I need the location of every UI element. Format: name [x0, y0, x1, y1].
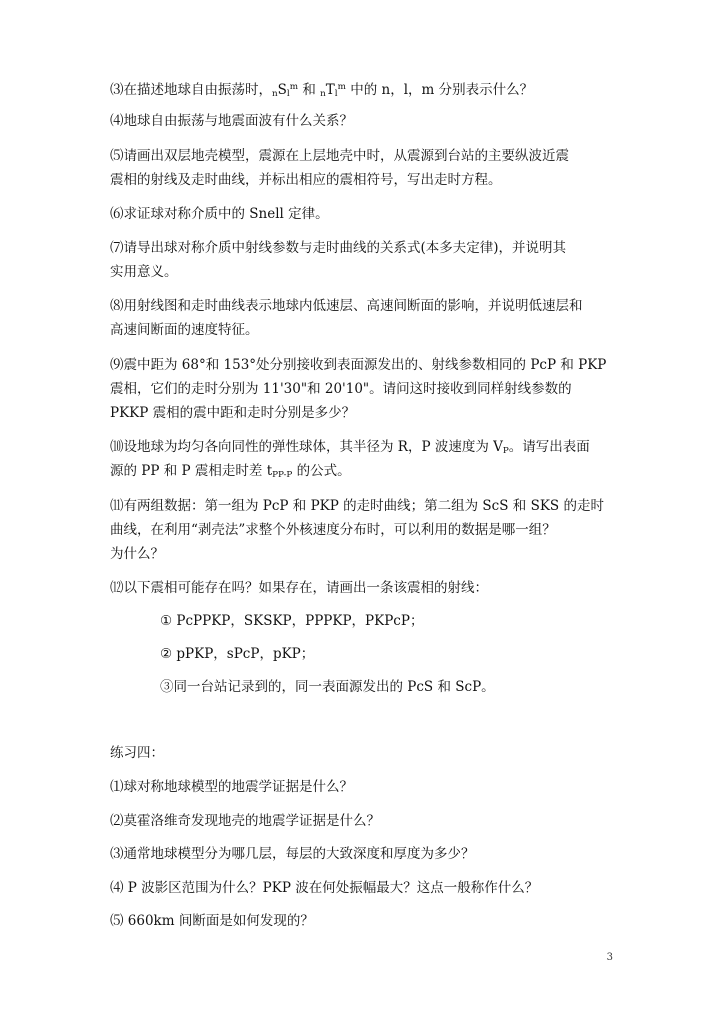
question-7-line-2: 实用意义。 — [110, 264, 178, 280]
question-5-line-1: ⑸请画出双层地壳模型，震源在上层地壳中时，从震源到台站的主要纵波近震 — [110, 148, 569, 164]
page-number: 3 — [606, 952, 613, 963]
symbol-s: S — [277, 81, 287, 98]
question-11-line-2: 曲线，在利用“剥壳法”求整个外核速度分布时，可以利用的数据是哪一组？ — [110, 522, 556, 538]
superscript-m: m — [289, 82, 299, 92]
question-9-line-2: 震相，它们的走时分别为 11'30"和 20'10"。请问这时接收到同样射线参数的 — [110, 381, 572, 397]
phase-list-3: ③同一台站记录到的，同一表面源发出的 PcS 和 ScP。 — [160, 679, 495, 695]
exercise-four-heading: 练习四： — [110, 745, 164, 761]
subscript-n: n — [272, 89, 278, 99]
question-7-line-1: ⑺请导出球对称介质中射线参数与走时曲线的关系式(本多夫定律)，并说明其 — [110, 240, 567, 256]
exercise-four-q4: ⑷ P 波影区范围为什么？PKP 波在何处振幅最大？这点一般称作什么？ — [110, 880, 539, 896]
question-10-line-2: 源的 PP 和 P 震相走时差 $t_{PP-P}$ 的公式。 — [110, 463, 351, 481]
superscript-m-2: m — [337, 82, 346, 92]
question-9-line-3: PKKP 震相的震中距和走时分别是多少？ — [110, 405, 356, 421]
question-8-line-1: ⑻用射线图和走时曲线表示地球内低速层、高速间断面的影响，并说明低速层和 — [110, 298, 583, 314]
question-3-free-oscillation: ⑶在描述地球自由振荡时，$_nS_l^m$ 和 $_nT_l^m$ 中的 n，l，m 分别表示什么？ — [110, 81, 534, 99]
exercise-four-q5: ⑸ 660km 间断面是如何发现的？ — [110, 913, 314, 929]
subscript-p: P — [502, 446, 509, 457]
question-9-line-1: ⑼震中距为 68°和 153°处分别接收到表面源发出的、射线参数相同的 PcP 和 PKP — [110, 357, 607, 373]
question-12: ⑿以下震相可能存在吗？如果存在，请画出一条该震相的射线： — [110, 580, 488, 596]
question-11-line-3: 为什么？ — [110, 546, 164, 562]
question-5-line-2: 震相的射线及走时曲线，并标出相应的震相符号，写出走时方程。 — [110, 172, 502, 188]
exercise-four-q2: ⑵莫霍洛维奇发现地壳的地震学证据是什么？ — [110, 813, 380, 829]
subscript-l-2: l — [334, 89, 338, 99]
exercise-four-q1: ⑴球对称地球模型的地震学证据是什么？ — [110, 779, 353, 795]
phase-list-2: ② pPKP，sPcP，pKP； — [160, 646, 315, 662]
symbol-t: T — [325, 81, 335, 98]
subscript-l: l — [286, 89, 290, 99]
subscript-pp-p: PP-P — [272, 470, 293, 481]
subscript-n-2: n — [320, 89, 326, 99]
question-6: ⑹求证球对称介质中的 Snell 定律。 — [110, 206, 329, 222]
exercise-four-q3: ⑶通常地球模型分为哪几层，每层的大致深度和厚度为多少？ — [110, 846, 475, 862]
question-8-line-2: 高速间断面的速度特征。 — [110, 322, 259, 338]
question-4: ⑷地球自由振荡与地震面波有什么关系？ — [110, 113, 353, 129]
phase-list-1: ① PcPPKP，SKSKP，PPPKP，PKPcP； — [160, 613, 424, 629]
question-10-line-1: ⑽设地球为均匀各向同性的弹性球体，其半径为 R，P 波速度为 $V_P$。请写出表面 — [110, 439, 590, 457]
question-11-line-1: ⑾有两组数据：第一组为 PcP 和 PKP 的走时曲线；第二组为 ScS 和 SKS 的走时 — [110, 498, 604, 514]
